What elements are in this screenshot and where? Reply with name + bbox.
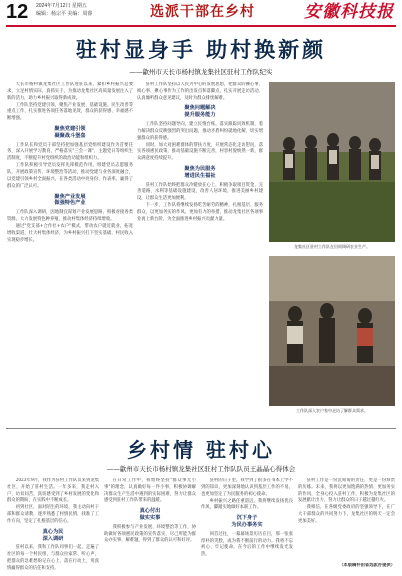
paragraph: 乡村振兴之路任重道远，我将继续发扬优良作风，脚踏实地做好本职工作。: [201, 498, 293, 511]
article2-column-4: [298, 478, 395, 562]
article2-headline: 乡村情 驻村心: [127, 438, 275, 462]
article1-column-1: [7, 82, 133, 422]
paragraph: 驻村工作队坚持以人民为中心的发展思想，把群众的操心事、烦心事、揪心事作为工作的出发点和落脚点，扎实开展走访活动，认真倾听群众意见建议，及时为群众排忧解难。: [137, 82, 263, 101]
article1-photo-2: [269, 256, 395, 406]
field-scene-image: [269, 82, 395, 242]
paragraph: 驻村的日子里，我学到了很多在书本上学不到的知识，更加深刻地认识到基层工作的不易，也更加坚定了为民服务的初心使命。: [201, 478, 293, 497]
editor-line: 编辑：杨宗平 美编：周睿: [36, 11, 93, 17]
paragraph: 驻村工作队始终把群众冷暖放在心上，积极争取项目资金，完善道路、水利等基础设施建设，改善人居环境，推进美丽乡村建设，让群众生活更加便利。: [137, 182, 263, 202]
article2-subhead-1: 真心为民 深入调研: [42, 528, 64, 542]
paragraph: 驻村工作是一份沉甸甸的责任，更是一份珍贵的历练。未来，我将以更加饱满的热情、更加务实的作风，全身心投入驻村工作，积极为龙集社区的发展献计出力，努力让群众的日子越过越红火。: [298, 478, 395, 504]
article1-photo-1: [269, 82, 395, 242]
article1-subhead-2: 聚焦产业发展 做强特色产业: [54, 193, 86, 207]
paragraph: 工作队坚持党建引领，聚焦产业发展、基础设施、民生改善等重点工作，扎实推进各项任务落地见效，群众的获得感、幸福感不断增强。: [7, 102, 133, 122]
paragraph: 回首过往，一幕幕场景历历在目，那一张张淳朴的笑脸，成为我不断前行的动力。我将不忘初心、牢记使命，在今后的工作中继续发光发热。: [201, 531, 293, 558]
article1-subheadline: ——歙州市天长市杨村镇龙集社区驻村工作队纪实: [129, 68, 273, 76]
photo-2-caption: 工作队深入农户家中走访了解群众需求。: [296, 408, 368, 413]
paragraph: 工作队长和党员干部坚持把加强基层党组织建设作为首要任务，深入开展学习教育，严格落实"三会一课"、主题党日等组织生活制度，不断提升村党组织的政治功能和组织力。: [7, 142, 133, 162]
paragraph: 工作队坚持问题导向，建立民情台账，落实跟踪问效机制，着力解决群众反映强烈的突出问题，推动矛盾纠纷就地化解，切实增强群众的获得感。: [137, 121, 263, 141]
page-number: 12: [6, 1, 29, 23]
page-header: [0, 0, 402, 26]
article2-subheadline: ——歙州市天长市杨村镇龙集社区驻村工作队队员王晶晶心得体会: [106, 465, 296, 473]
paragraph: 初到社区，面对陌生的环境，我主动向村干部和群众请教，逐步熟悉了村情民情，找准了工作方向，坚定了扎根基层的信心。: [7, 505, 99, 525]
date-line: 2024年7月12日 星期五: [36, 3, 87, 9]
article2-column-3: [201, 478, 293, 570]
article2-subhead-2: 真心付出 做实实事: [139, 508, 161, 521]
paragraph: 我相信，在各级党委政府的坚强领导下，在广大干部群众的共同努力下，龙集社区的明天一定会更加美好。: [298, 505, 395, 525]
article1-subhead-3: 聚焦问题解决 提升服务能力: [184, 105, 216, 119]
paragraph: 2023年9月，我作为驻村工作队员来到龙集社区，开始了驻村生活。一年多来，我走村入户、访贫问苦，真切感受到了乡村发展的变化和群众的期盼，在实践中不断成长。: [7, 478, 99, 504]
newspaper-logo: 安徽科技报: [304, 2, 394, 22]
paragraph: 我积极参与产业发展、环境整治等工作，协助做好各项惠民政策的宣传落实，尽己所能为群众办实事、解难题，得到了群众的认可和好评。: [104, 524, 196, 544]
paragraph: 天长市杨村镇龙集社区工作队进驻以来，紧扣乡村振兴总要求，立足村情实际，真抓实干，为推动龙集社区高质量发展注入了新的活力，助力乡村振兴取得新成效。: [7, 82, 133, 101]
photo-1-caption: 龙集社区驻村工作队在田间调研农业生产。: [294, 244, 370, 249]
paragraph: 下一步，工作队将继续发扬吃苦耐劳的精神，扎根基层、服务群众，以更加务实的作风、更加有力的举措，推动龙集社区各项事业再上新台阶，为全面推进乡村振兴贡献力量。: [137, 203, 263, 222]
source-note: （本版稿件由省选派办提供）: [339, 563, 395, 568]
article1-subhead-4: 聚焦为民服务 增进民生福祉: [184, 166, 216, 179]
section-title: 选派干部在乡村: [150, 4, 255, 20]
article1-subhead-1: 聚焦党建引领 凝聚战斗堡垒: [54, 126, 86, 139]
paragraph: 在日常工作中，我始终坚持"群众事无小事"的理念，认真做好每一件小事，积极协调解决群众生产生活中遇到的实际困难，努力让群众感受到驻村工作队带来的温暖。: [104, 478, 196, 504]
header-divider: [6, 25, 396, 27]
paragraph: 工作队积极引导党员发挥先锋模范作用，组建党员志愿服务队，开展政策宣传、环境整治等活动，推动党建与业务深度融合，以党建引领乡村全面振兴，在各类活动中亮身份、作表率，赢得了群众的广泛认可。: [7, 163, 133, 189]
article1-column-2: [137, 82, 263, 422]
article2-column-1: [7, 478, 99, 570]
paragraph: 工作队深入调研，因地制宜谋划产业发展思路，积极对接各类资源，大力发展特色种养殖，推动村集体经济持续增收。: [7, 210, 133, 222]
paragraph: 同时，加大对困难群体的帮扶力度，开展常态化走访慰问，落实各项惠民政策，推动基础设施不断完善，村容村貌焕然一新，群众满意度持续提升。: [137, 142, 263, 162]
paragraph: 驻村以来，我和工作队同事们一起，走遍了社区的每一个村民组，与群众拉家常、听心声，把群众的急难愁盼记在心上、落在行动上，用真情赢得群众的信任和支持。: [7, 545, 99, 570]
article1-col1-paras: [7, 82, 133, 123]
article1-headline: 驻村显身手 助村换新颜: [75, 38, 327, 62]
article-divider: [6, 428, 396, 429]
home-visit-image: [269, 256, 395, 406]
paragraph: 通过"党支部+合作社+农户"模式，带动农户就近就业，拓宽增收渠道，壮大村集体经济，为乡村振兴打下坚实基础，村民收入实现稳步增长。: [7, 224, 133, 243]
article2-column-2: [104, 478, 196, 570]
article2-subhead-3: 沉下身子 为民办事务实: [231, 515, 263, 529]
